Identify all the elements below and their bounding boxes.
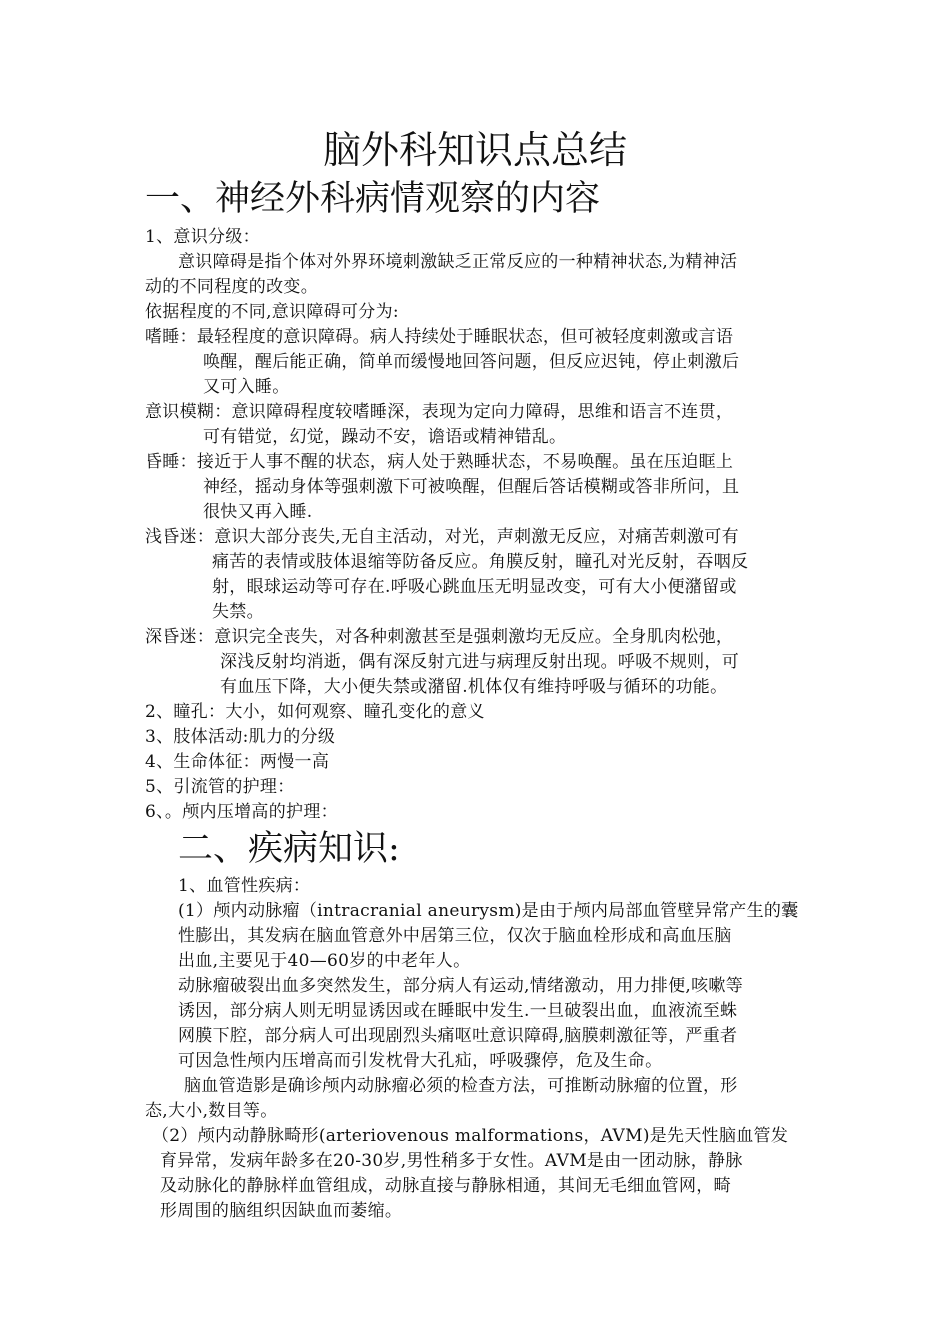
text-line: 深昏迷：意识完全丧失，对各种刺激甚至是强刺激均无反应。全身肌肉松弛， [145, 627, 734, 647]
text-line: 态,大小,数目等。 [145, 1101, 278, 1121]
text-line: 深浅反射均消逝，偶有深反射亢进与病理反射出现。呼吸不规则，可 [220, 652, 739, 672]
text-line: 有血压下降，大小便失禁或潴留.机体仅有维持呼吸与循环的功能。 [220, 677, 728, 697]
text-line: 2、瞳孔：大小，如何观察、瞳孔变化的意义 [145, 702, 485, 722]
text-line: 5、引流管的护理： [145, 777, 295, 797]
text-line: 痛苦的表情或肢体退缩等防备反应。角膜反射，瞳孔对光反射，吞咽反 [212, 552, 749, 572]
document-title: 脑外科知识点总结 [322, 128, 627, 172]
text-line: 意识模糊：意识障碍程度较嗜睡深，表现为定向力障碍，思维和语言不连贯， [145, 402, 734, 422]
text-line: 及动脉化的静脉样血管组成，动脉直接与静脉相通，其间无毛细血管网，畸 [160, 1176, 731, 1196]
text-line: 性膨出，其发病在脑血管意外中居第三位，仅次于脑血栓形成和高血压脑 [178, 926, 732, 946]
text-line: (1）颅内动脉瘤（intracranial aneurysm)是由于颅内局部血管壁异常产生的囊 [178, 901, 799, 921]
text-line: 诱因，部分病人则无明显诱因或在睡眠中发生.一旦破裂出血，血液流至蛛 [178, 1001, 738, 1021]
text-line: 依据程度的不同,意识障碍可分为: [145, 302, 399, 322]
text-line: 又可入睡。 [203, 377, 290, 397]
text-line: 网膜下腔，部分病人可出现剧烈头痛呕吐意识障碍,脑膜刺激征等，严重者 [178, 1026, 738, 1046]
text-line: 可因急性颅内压增高而引发枕骨大孔疝，呼吸骤停，危及生命。 [178, 1051, 663, 1071]
text-line: 嗜睡：最轻程度的意识障碍。病人持续处于睡眠状态，但可被轻度刺激或言语 [145, 327, 734, 347]
text-line: 动脉瘤破裂出血多突然发生，部分病人有运动,情绪激动，用力排便,咳嗽等 [178, 976, 744, 996]
text-line: 可有错觉，幻觉，躁动不安，谵语或精神错乱。 [203, 427, 567, 447]
text-line: 很快又再入睡. [203, 502, 313, 522]
text-line: 失禁。 [212, 602, 264, 622]
text-line: 形周围的脑组织因缺血而萎缩。 [160, 1201, 403, 1221]
text-line: 浅昏迷：意识大部分丧失,无自主活动，对光，声刺激无反应，对痛苦刺激可有 [145, 527, 739, 547]
text-line: 1、血管性疾病： [178, 876, 311, 896]
text-line: 出血,主要见于40—60岁的中老年人。 [178, 951, 471, 971]
text-line: 1、意识分级： [145, 227, 260, 247]
text-line: 脑血管造影是确诊颅内动脉瘤必须的检查方法，可推断动脉瘤的位置，形 [184, 1076, 738, 1096]
text-line: 4、生命体征：两慢一高 [145, 752, 330, 772]
text-line: 昏睡：接近于人事不醒的状态，病人处于熟睡状态，不易唤醒。虽在压迫眶上 [145, 452, 734, 472]
text-line: 意识障碍是指个体对外界环境刺激缺乏正常反应的一种精神状态,为精神活 [178, 252, 738, 272]
text-line: 3、肢体活动:肌力的分级 [145, 727, 336, 747]
text-line: 6、。颅内压增高的护理： [145, 802, 338, 822]
section-1-heading: 一、神经外科病情观察的内容 [145, 179, 601, 219]
section-2-heading: 二、疾病知识: [178, 829, 400, 869]
text-line: 射，眼球运动等可存在.呼吸心跳血压无明显改变，可有大小便潴留或 [212, 577, 737, 597]
text-line: 唤醒，醒后能正确，简单而缓慢地回答问题，但反应迟钝，停止刺激后 [203, 352, 740, 372]
text-line: 动的不同程度的改变。 [145, 277, 318, 297]
text-line: 育异常，发病年龄多在20-30岁,男性稍多于女性。AVM是由一团动脉，静脉 [160, 1151, 743, 1171]
text-line: （2）颅内动静脉畸形(arteriovenous malformations，AVM)是先天性脑血管发 [152, 1126, 789, 1146]
text-line: 神经，摇动身体等强刺激下可被唤醒，但醒后答话模糊或答非所问，且 [203, 477, 740, 497]
